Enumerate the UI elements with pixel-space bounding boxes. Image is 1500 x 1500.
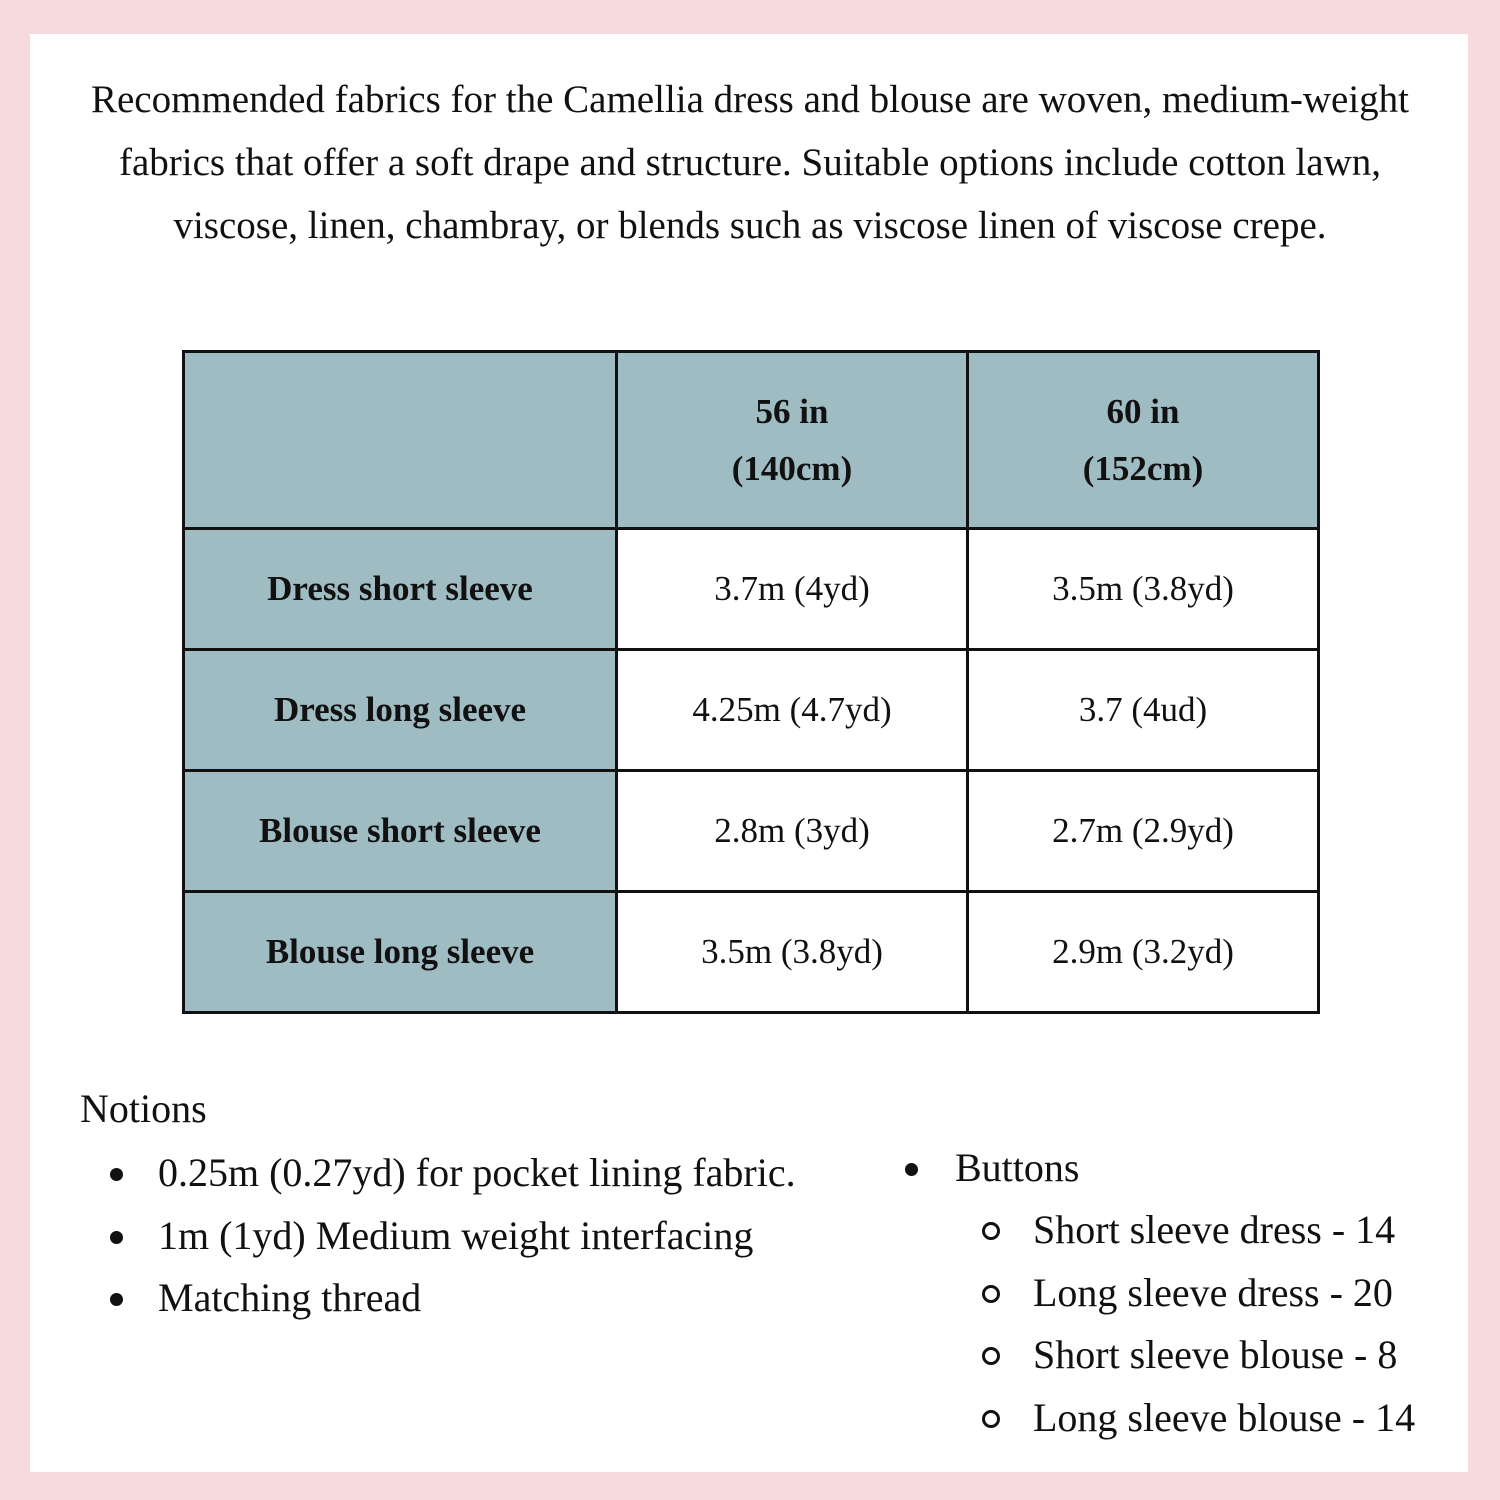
list-item-text: Long sleeve dress - 20 bbox=[1033, 1269, 1393, 1315]
intro-paragraph: Recommended fabrics for the Camellia dress and blouse are woven, medium-weight fabrics that offer a soft drape and structure. Suitable options include cotton lawn, viscose, linen, chambray, or blends such as viscose linen of viscose crepe. bbox=[90, 78, 1409, 247]
cell-60in: 3.7 (4ud) bbox=[968, 650, 1319, 771]
header-152cm-label: (152cm) bbox=[1082, 449, 1204, 488]
cell-56in: 3.7m (4yd) bbox=[617, 529, 968, 650]
list-item bbox=[108, 1142, 796, 1205]
list-item-text: 1m (1yd) Medium weight interfacing bbox=[158, 1212, 754, 1258]
table-row bbox=[184, 650, 1319, 771]
table-header-row bbox=[184, 352, 1319, 529]
circle-bullet-icon bbox=[982, 1285, 1000, 1303]
row-label: Blouse short sleeve bbox=[184, 771, 617, 892]
list-item-text: 0.25m (0.27yd) for pocket lining fabric. bbox=[158, 1150, 796, 1195]
row-label: Dress short sleeve bbox=[184, 529, 617, 650]
list-item bbox=[108, 1205, 796, 1268]
cell-56in: 2.8m (3yd) bbox=[617, 771, 968, 892]
bullet-icon bbox=[110, 1231, 123, 1244]
bullet-icon bbox=[110, 1293, 123, 1306]
notions-heading: Notions bbox=[80, 1086, 207, 1131]
cell-56in: 4.25m (4.7yd) bbox=[617, 650, 968, 771]
header-140cm-label: (140cm) bbox=[731, 449, 853, 488]
row-label: Blouse long sleeve bbox=[184, 892, 617, 1013]
cell-56in: 3.5m (3.8yd) bbox=[617, 892, 968, 1013]
list-item bbox=[982, 1199, 1415, 1262]
circle-bullet-icon bbox=[982, 1222, 1000, 1240]
list-item bbox=[982, 1262, 1415, 1325]
buttons-list bbox=[903, 1137, 1079, 1200]
header-56in-label: 56 in bbox=[755, 392, 829, 431]
header-60in bbox=[968, 352, 1319, 529]
header-60in-label: 60 in bbox=[1106, 392, 1180, 431]
list-item-text: Short sleeve dress - 14 bbox=[1033, 1207, 1396, 1252]
header-empty bbox=[184, 352, 617, 529]
cell-60in: 2.7m (2.9yd) bbox=[968, 771, 1319, 892]
list-item-text: Short sleeve blouse - 8 bbox=[1033, 1332, 1398, 1377]
row-label: Dress long sleeve bbox=[184, 650, 617, 771]
notions-list bbox=[108, 1142, 796, 1330]
list-item-text: Matching thread bbox=[158, 1275, 422, 1320]
table-row bbox=[184, 529, 1319, 650]
buttons-label: Buttons bbox=[955, 1145, 1080, 1190]
fabric-requirements-table bbox=[182, 350, 1320, 1014]
list-item-text: Long sleeve blouse - 14 bbox=[1033, 1394, 1416, 1440]
list-item bbox=[108, 1267, 796, 1330]
table-row bbox=[184, 771, 1319, 892]
list-item bbox=[982, 1324, 1415, 1387]
cell-60in: 2.9m (3.2yd) bbox=[968, 892, 1319, 1013]
cell-60in: 3.5m (3.8yd) bbox=[968, 529, 1319, 650]
table-row bbox=[184, 892, 1319, 1013]
bullet-icon bbox=[905, 1163, 918, 1176]
bullet-icon bbox=[110, 1168, 123, 1181]
list-item bbox=[982, 1387, 1415, 1450]
list-item-buttons bbox=[903, 1137, 1079, 1200]
circle-bullet-icon bbox=[982, 1410, 1000, 1428]
header-56in bbox=[617, 352, 968, 529]
buttons-sublist bbox=[982, 1199, 1415, 1449]
circle-bullet-icon bbox=[982, 1347, 1000, 1365]
